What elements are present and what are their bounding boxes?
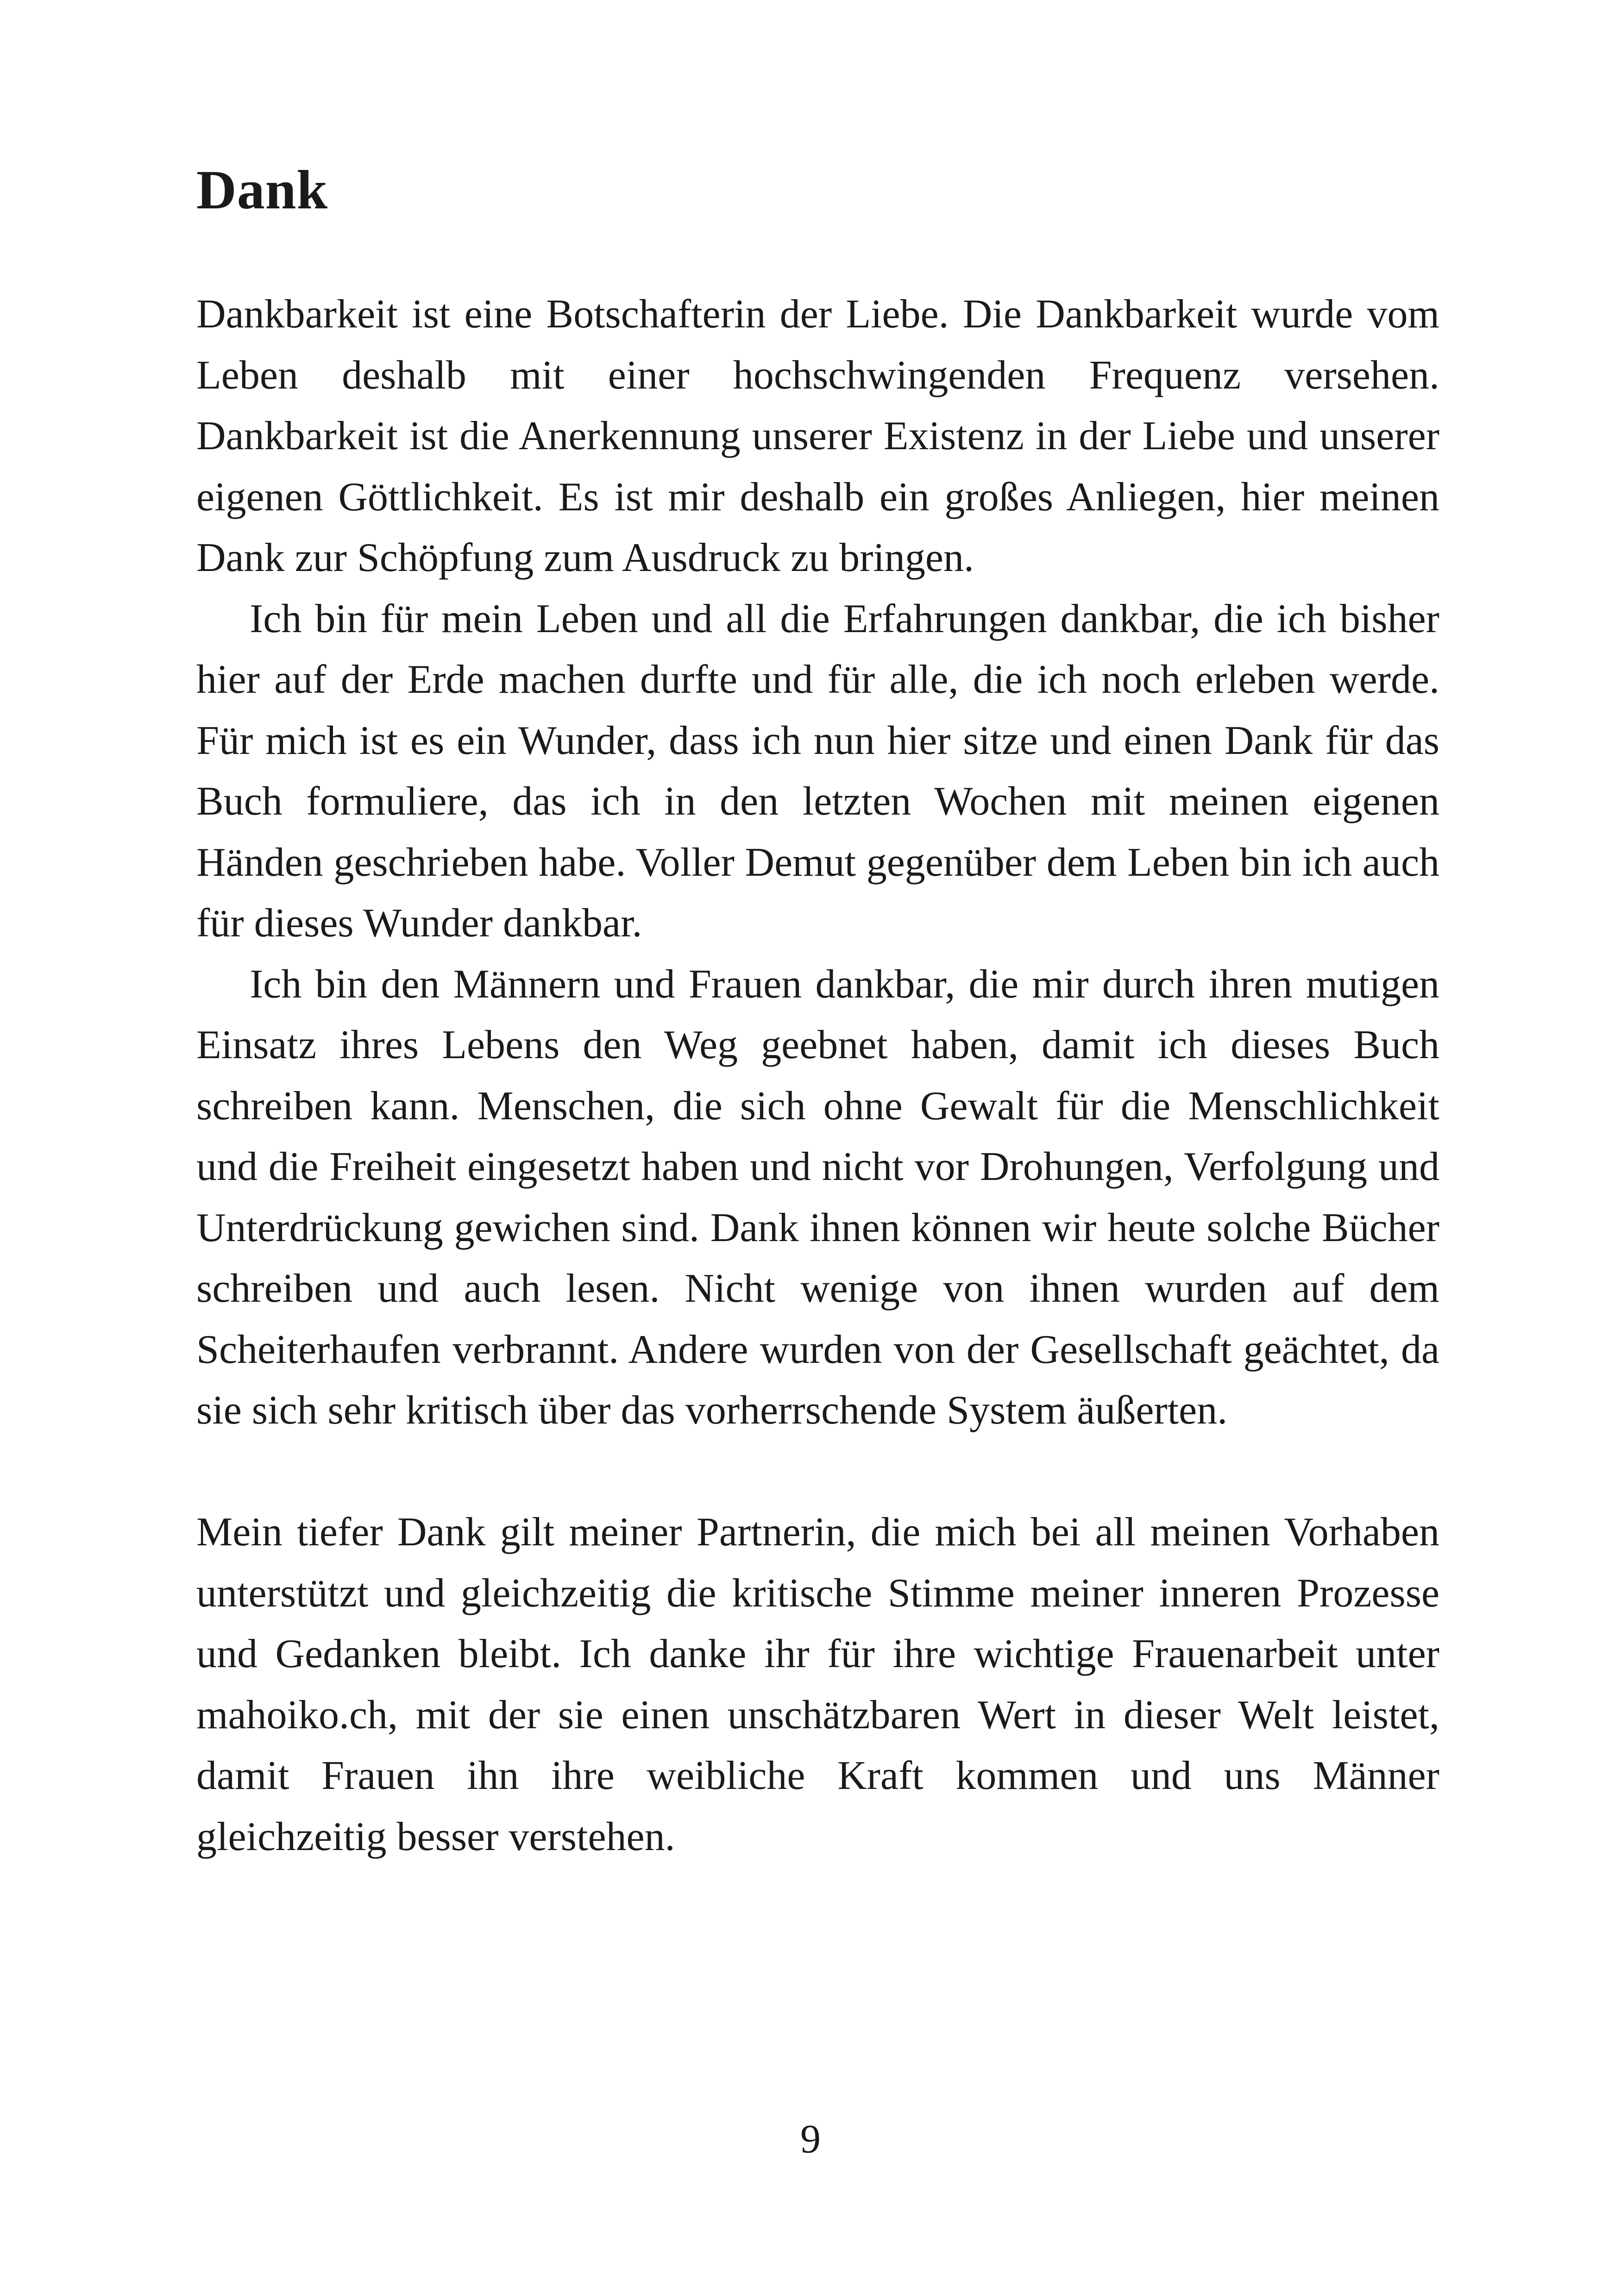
section-gap: [196, 1441, 1439, 1502]
chapter-heading: Dank: [196, 159, 328, 220]
paragraph-pioneers-gratitude: Ich bin den Männern und Frauen dankbar, die mir durch ihren mutigen Einsatz ihres Lebens den Weg geebnet haben, damit ich dieses Buch schreiben kann. Menschen, die sich ohne Gewalt für die Menschlichkeit und die Freiheit eingesetzt haben und nicht vor Drohungen, Verfolgung und Unterdrückung gewichen sind. Dank ihnen können wir heute solche Bücher schreiben und auch lesen. Nicht wenige von ihnen wurden auf dem Scheiterhaufen verbrannt. Andere wurden von der Gesellschaft geächtet, da sie sich sehr kritisch über das vorherrschende System äußerten.: [196, 961, 1439, 1433]
paragraph-life-gratitude: Ich bin für mein Leben und all die Erfahrungen dankbar, die ich bisher hier auf der Erde machen durfte und für alle, die ich noch erleben werde. Für mich ist es ein Wunder, dass ich nun hier sitze und einen Dank für das Buch formuliere, das ich in den letzten Wochen mit meinen eigenen Händen geschrieben habe. Voller Demut gegenüber dem Leben bin ich auch für dieses Wunder dankbar.: [196, 596, 1439, 946]
paragraph-intro: Dankbarkeit ist eine Botschafterin der Liebe. Die Dankbarkeit wurde vom Leben deshalb mit einer hochschwingenden Frequenz versehen. Dankbarkeit ist die Anerkennung unserer Existenz in der Liebe und unserer eigenen Göttlichkeit. Es ist mir deshalb ein großes Anliegen, hier meinen Dank zur Schöpfung zum Ausdruck zu bringen.: [196, 292, 1439, 580]
paragraph-partner-gratitude: Mein tiefer Dank gilt meiner Partnerin, die mich bei all meinen Vorhaben unterstützt und gleichzeitig die kritische Stimme meiner inneren Prozesse und Gedanken bleibt. Ich danke ihr für ihre wichtige Frauenarbeit unter mahoiko.ch, mit der sie einen unschätzbaren Wert in dieser Welt leistet, damit Frauen ihn ihre weibliche Kraft kommen und uns Männer gleichzeitig besser verstehen.: [196, 1510, 1439, 1859]
body-text: [196, 284, 1439, 1867]
page-number: 9: [800, 2117, 821, 2162]
